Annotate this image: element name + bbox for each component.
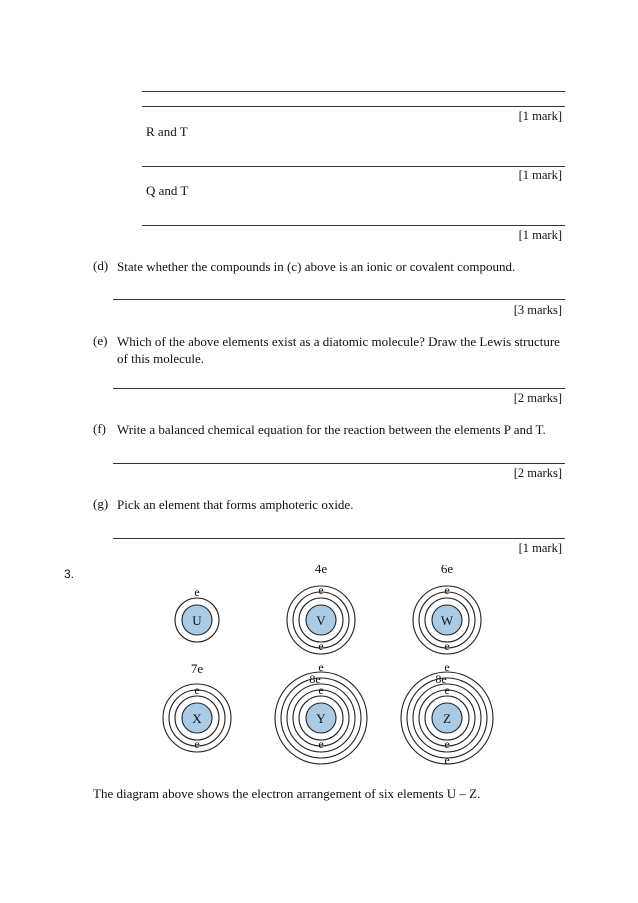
electron-label: e xyxy=(194,737,200,751)
pair-label-rt: R and T xyxy=(146,124,188,139)
question-text-g: Pick an element that forms amphoteric oxide. xyxy=(117,497,354,512)
electron-label: e xyxy=(444,683,450,697)
atom-v xyxy=(287,565,355,654)
mark-allocation-e: [2 marks] xyxy=(513,391,562,405)
question-text-e: Which of the above elements exist as a diatomic molecule? Draw the Lewis structure of this molecule. xyxy=(117,334,560,366)
element-symbol: Y xyxy=(316,711,326,726)
electron-label: 8e xyxy=(309,672,321,686)
question-label-f: (f) xyxy=(93,421,106,436)
electron-label: e xyxy=(444,583,450,597)
electron-label: e xyxy=(318,583,324,597)
electron-label: 4e xyxy=(314,565,328,576)
element-symbol: W xyxy=(440,613,454,628)
electron-label: e xyxy=(444,639,450,653)
answer-line[interactable] xyxy=(142,225,565,226)
atom-x xyxy=(163,661,231,752)
mark-allocation-d: [3 marks] xyxy=(513,303,562,317)
element-symbol: U xyxy=(192,613,202,628)
answer-line[interactable] xyxy=(142,106,565,107)
atom-w xyxy=(413,565,481,654)
element-symbol: Z xyxy=(443,711,451,726)
atom-z xyxy=(401,660,493,767)
mark-allocation-g: [1 mark] xyxy=(518,541,562,555)
electron-label: 6e xyxy=(440,565,454,576)
question-label-g: (g) xyxy=(93,496,109,511)
element-symbol: V xyxy=(316,613,326,628)
answer-line[interactable] xyxy=(113,538,565,539)
electron-label: e xyxy=(444,753,450,767)
electron-label: e xyxy=(444,660,450,674)
question-text-f: Write a balanced chemical equation for the reaction between the elements P and T. xyxy=(117,422,546,437)
pair-label-qt: Q and T xyxy=(146,183,189,198)
electron-label: e xyxy=(194,585,200,599)
mark-allocation-f: [2 marks] xyxy=(513,466,562,480)
mark-allocation: [1 mark] xyxy=(518,109,562,123)
electron-arrangement-diagram xyxy=(0,565,638,775)
electron-label: 8e xyxy=(435,672,447,686)
answer-line[interactable] xyxy=(142,91,565,92)
question-label-e: (e) xyxy=(93,333,108,348)
electron-label: e xyxy=(318,639,324,653)
element-symbol: X xyxy=(192,711,202,726)
diagram-caption: The diagram above shows the electron arrangement of six elements U – Z. xyxy=(93,786,481,801)
answer-line[interactable] xyxy=(113,299,565,300)
mark-allocation: [1 mark] xyxy=(518,168,562,182)
electron-label: e xyxy=(318,660,324,674)
atom-u xyxy=(175,585,219,642)
answer-line[interactable] xyxy=(142,166,565,167)
mark-allocation: [1 mark] xyxy=(518,228,562,242)
answer-line[interactable] xyxy=(113,388,565,389)
atom-y xyxy=(275,660,367,764)
electron-label: 7e xyxy=(190,661,204,676)
electron-label: e xyxy=(318,683,324,697)
question-number-3: 3. xyxy=(64,567,75,581)
electron-label: e xyxy=(318,737,324,751)
electron-label: e xyxy=(444,737,450,751)
answer-line[interactable] xyxy=(113,463,565,464)
electron-label: e xyxy=(194,683,200,697)
question-label-d: (d) xyxy=(93,258,109,273)
question-text-d: State whether the compounds in (c) above is an ionic or covalent compound. xyxy=(117,259,516,274)
